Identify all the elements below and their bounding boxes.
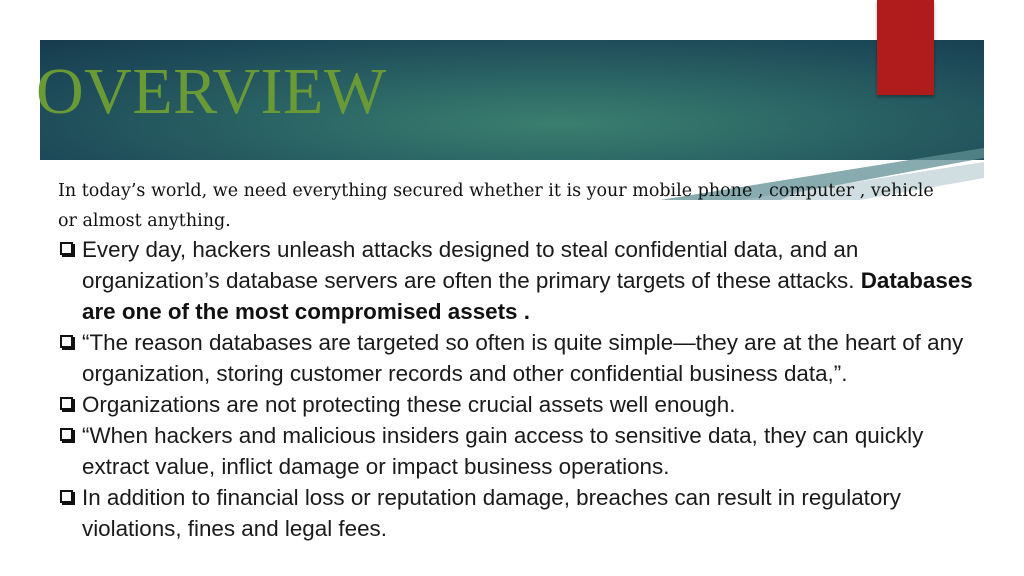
bullet-text: “When hackers and malicious insiders gain access to sensitive data, they can quickly extract value, inflict damage or impact business operations. [82, 423, 924, 479]
red-accent-tab [877, 0, 934, 95]
list-item [60, 482, 995, 544]
checkbox-square-icon [60, 490, 73, 503]
bullet-text: In addition to financial loss or reputation damage, breaches can result in regulatory violations, fines and legal fees. [82, 485, 901, 541]
bullet-text: “The reason databases are targeted so often is quite simple—they are at the heart of any organization, storing customer records and other confidential business data,”. [82, 330, 964, 386]
list-item [60, 389, 995, 420]
list-item [60, 327, 995, 389]
intro-paragraph: In today’s world, we need everything secured whether it is your mobile phone , computer , vehicle or almost anything. [58, 181, 934, 231]
list-item [60, 234, 995, 327]
bullet-list [60, 234, 995, 544]
bullet-bold-text: Databases are one of the most compromised assets . [82, 268, 973, 324]
checkbox-square-icon [60, 397, 73, 410]
checkbox-square-icon [60, 242, 73, 255]
checkbox-square-icon [60, 428, 73, 441]
bullet-text: Organizations are not protecting these crucial assets well enough. [82, 392, 736, 417]
checkbox-square-icon [60, 335, 73, 348]
bullet-text: Every day, hackers unleash attacks designed to steal confidential data, and an organization’s database servers are often the primary targets of these attacks. [82, 237, 861, 293]
list-item [60, 420, 995, 482]
slide-title: OVERVIEW [36, 55, 387, 128]
